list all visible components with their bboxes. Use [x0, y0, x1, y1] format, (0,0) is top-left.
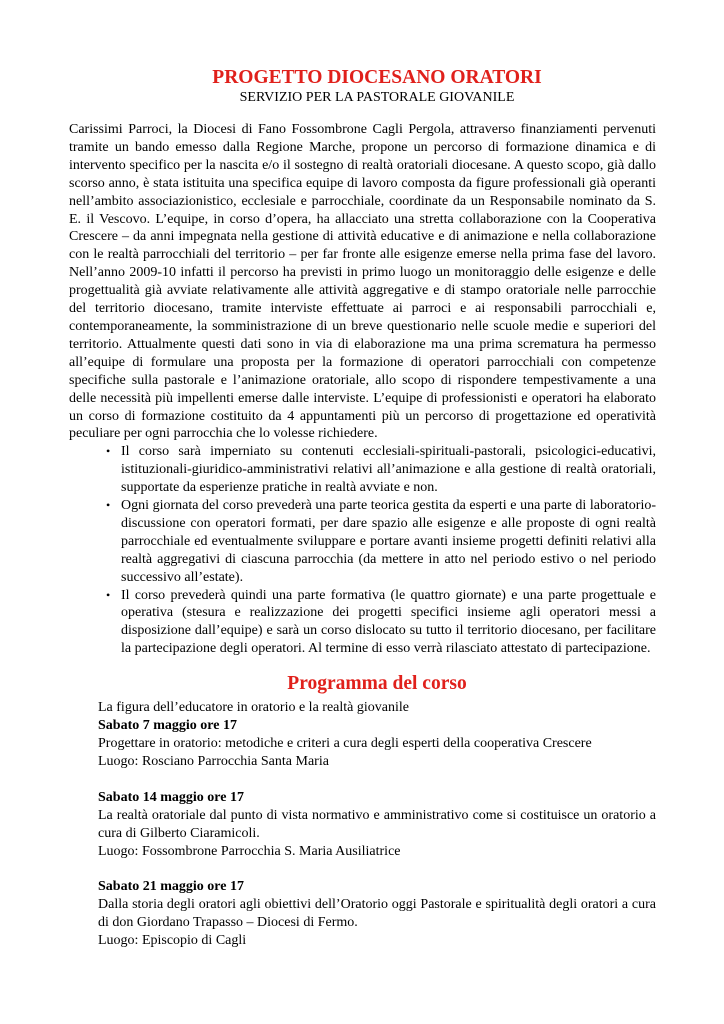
intro-paragraph: Carissimi Parroci, la Diocesi di Fano Fossombrone Cagli Pergola, attraverso finanziamenti pervenuti tramite un bando emesso dalla Regione Marche, propone un percorso di formazione dinamica e di intervento specifico per la nascita e/o il sostegno di realtà oratoriali diocesane. A questo scopo, già dallo scorso anno, è stata istituita una specifica equipe di lavoro composta da figure professionali già operanti nell’ambito associazionistico, ecclesiale e parrocchiale, coordinate da un Responsabile nominato da S. E. il Vescovo. L’equipe, in corso d’opera, ha allacciato una stretta collaborazione con la Cooperativa Crescere – da anni impegnata nella gestione di attività educative e di animazione e nella collaborazione con le realtà parrocchiali del territorio – per far fronte alle esigenze emerse nella prima fase del lavoro. Nell’anno 2009-10 infatti il percorso ha previsti in primo luogo un monitoraggio delle esigenze e delle progettualità già avviate relativamente alle attività aggregative e di stampo oratoriale nelle parrocchie del territorio diocesano, tramite interviste effettuate ai parroci e ai responsabili parrocchiali e, contemporaneamente, la somministrazione di un breve questionario nelle scuole medie e superiori del territorio. Attualmente questi dati sono in via di elaborazione ma una prima scrematura ha permesso all’equipe di formulare una proposta per la formazione di operatori parrocchiali con competenze specifiche sulla pastorale e l’animazione oratoriale, allo scopo di rispondere tempestivamente a una delle necessità più impellenti emerse dalle interviste. L’equipe di professionisti e operatori ha elaborato un corso di formazione costituito da 4 appuntamenti più un percorso di progettazione ed operatività peculiare per ogni parrocchia che lo volesse richiedere.: [69, 122, 656, 442]
session-date: Sabato 7 maggio ore 17: [98, 718, 237, 734]
session-description: Dalla storia degli oratori agli obiettivi dell’Oratorio oggi Pastorale e spiritualità degli oratori a cura di don Giordano Trapasso – Diocesi di Fermo.: [98, 897, 656, 931]
list-item: [106, 587, 656, 659]
programma-title: Programma del corso: [287, 673, 467, 695]
programma-section: [98, 699, 656, 950]
session-place: Luogo: Fossombrone Parrocchia S. Maria Ausiliatrice: [98, 843, 401, 859]
session-place: Luogo: Episcopio di Cagli: [98, 933, 247, 949]
document-title: PROGETTO DIOCESANO ORATORI: [212, 67, 542, 88]
session-description: Progettare in oratorio: metodiche e criteri a cura degli esperti della cooperativa Crescere: [98, 736, 592, 751]
session-date: Sabato 21 maggio ore 17: [98, 879, 244, 895]
list-item-text: Ogni giornata del corso prevederà una parte teorica gestita da esperti e una parte di laboratorio-discussione con operatori formati, per dare spazio alle esigenze e alle proposte di ogni realtà parrocchiale ed eventualmente sviluppare e portare avanti insieme progetti definiti relativi alla realtà aggregativi di ciascuna parrocchia (da mettere in atto nel periodo estivo o nel periodo successivo all’estate).: [121, 498, 656, 585]
session-date: Sabato 14 maggio ore 17: [98, 789, 244, 805]
programma-subtitle: La figura dell’educatore in oratorio e la realtà giovanile: [98, 700, 409, 716]
document-subtitle: SERVIZIO PER LA PASTORALE GIOVANILE: [239, 90, 515, 105]
document-page: [69, 67, 656, 950]
session-block: [98, 878, 656, 950]
list-item-text: Il corso sarà imperniato su contenuti ecclesiali-spirituali-pastorali, psicologici-educativi, istituzionali-giuridico-amministrativi relativi all’animazione e alla gestione di realtà oratoriali, supportate da esperienze pratiche in realtà avviate e non.: [121, 444, 656, 496]
list-item: [106, 443, 656, 497]
session-block: [98, 789, 656, 861]
list-item: [106, 497, 656, 587]
bullet-icon: •: [106, 444, 111, 459]
bullet-icon: •: [106, 587, 111, 602]
session-description: La realtà oratoriale dal punto di vista normativo e amministrativo come si costituisce un oratorio a cura di Gilberto Ciaramicoli.: [98, 807, 656, 841]
session-block: [98, 717, 656, 771]
session-place: Luogo: Rosciano Parrocchia Santa Maria: [98, 753, 329, 769]
list-item-text: Il corso prevederà quindi una parte formativa (le quattro giornate) e una parte progettuale e operativa (stesura e realizzazione dei progetti specifici insieme agli operatori messi a disposizione dall’equipe) e sarà un corso dislocato su tutto il territorio diocesano, per facilitare la partecipazione degli operatori. Al termine di esso verrà rilasciato attestato di partecipazione.: [121, 587, 656, 657]
course-features-list: [98, 443, 656, 658]
bullet-icon: •: [106, 498, 111, 513]
